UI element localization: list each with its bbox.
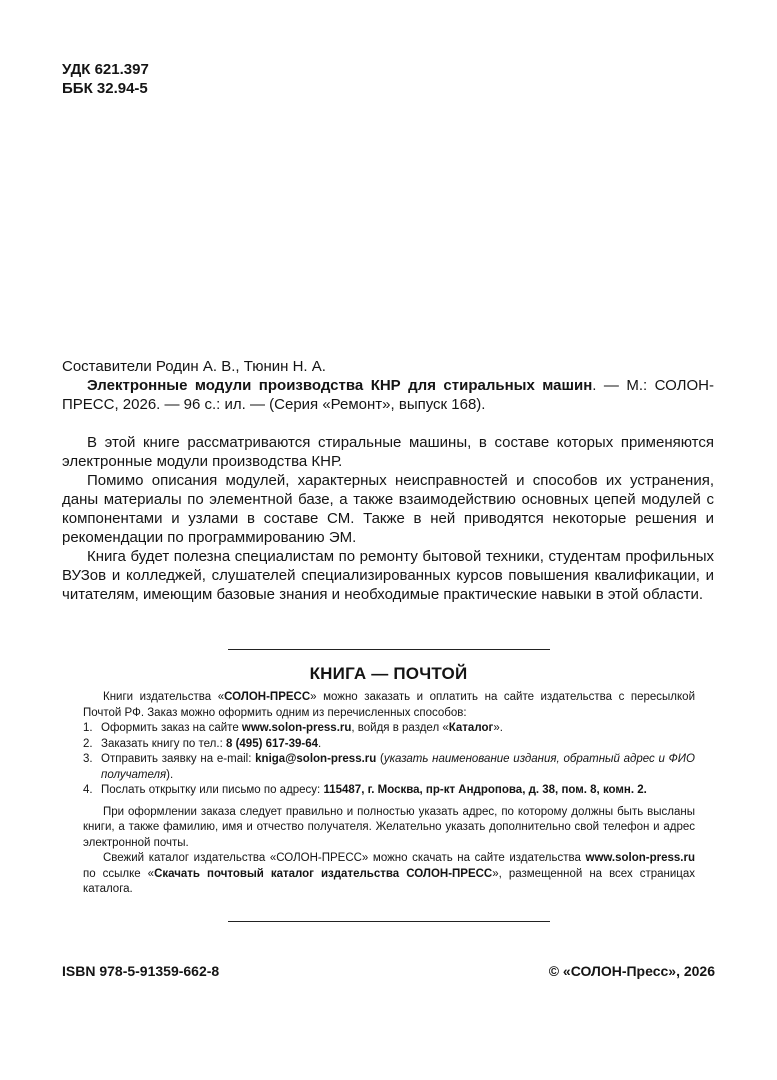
annotation-paragraph: В этой книге рассматриваются стиральные машины, в составе которых применяются электронные модули производства КНР. — [62, 434, 714, 470]
catalog-text: », размещенной на всех страницах каталога. — [83, 867, 696, 895]
site-url: www.solon-press.ru — [241, 722, 352, 734]
order-intro — [83, 690, 695, 721]
list-item — [83, 721, 695, 737]
item-text: Послать открытку или письмо по адресу: — [101, 784, 324, 796]
classification-codes — [62, 60, 149, 98]
item-text: Заказать книгу по тел.: — [101, 737, 226, 750]
divider-bottom — [228, 921, 550, 922]
catalog-note — [83, 851, 695, 898]
intro-text: Книги издательства « — [103, 691, 225, 703]
compilers-line: Составители Родин А. В., Тюнин Н. А. — [62, 358, 326, 375]
email-instructions: указать наименование издания, обратный адрес и ФИО получателя — [101, 753, 695, 781]
annotation-paragraph: Книга будет полезна специалистам по ремонту бытовой техники, студентам профильных ВУЗов и колледжей, слушателей специализированных курсов повышения квалификации, и читателям, имеющим базовые знания и необходимые практические навыки в этой области. — [62, 548, 714, 603]
item-number: 3. — [83, 753, 93, 765]
title-imprint — [62, 376, 714, 414]
item-text: ( — [376, 753, 384, 765]
catalog-text: Свежий каталог издательства «СОЛОН-ПРЕСС» можно скачать на сайте издательства — [103, 852, 586, 864]
item-text: . — [318, 737, 322, 750]
list-item — [83, 783, 695, 799]
site-url: www.solon-press.ru — [585, 852, 695, 864]
divider-top — [228, 649, 550, 650]
catalog-section: Каталог — [448, 722, 494, 734]
phone-number: 8 (495) 617-39-64 — [225, 737, 319, 750]
email-address: kniga@solon-press.ru — [255, 753, 377, 765]
item-text: Оформить заказ на сайте — [101, 722, 242, 734]
intro-text: » можно заказать и оплатить на сайте издательства с пересылкой Почтой РФ. Заказ можно оформить одним из перечисленных способов: — [83, 691, 695, 719]
item-number: 4. — [83, 784, 93, 796]
item-number: 1. — [83, 722, 93, 734]
isbn: ISBN 978-5-91359-662-8 — [62, 963, 220, 979]
list-item — [83, 752, 695, 783]
annotation — [62, 433, 714, 604]
bbk-code: ББК 32.94-5 — [62, 80, 148, 97]
item-number: 2. — [83, 737, 93, 750]
book-title: Электронные модули производства КНР для стиральных машин — [87, 377, 593, 394]
order-heading: КНИГА — ПОЧТОЙ — [309, 664, 468, 683]
order-note: При оформлении заказа следует правильно и полностью указать адрес, по которому должны быть высланы книги, а также фамилию, имя и отчество получателя. Желательно указать дополнительно свой телефон и адрес электронной почты. — [83, 805, 695, 849]
item-text: Отправить заявку на e-mail: — [101, 753, 256, 765]
item-text: ». — [493, 722, 503, 734]
order-methods-list — [83, 721, 695, 799]
annotation-paragraph: Помимо описания модулей, характерных неисправностей и способов их устранения, даны материалы по элементной базе, а также взаимодействию основных цепей модулей с компонентами и узлами в составе СМ. Также в ней приводятся некоторые решения и рекомендации по программированию ЭМ. — [62, 472, 714, 546]
imprint-text: . — М.: СОЛОН-ПРЕСС, 2026. — 96 с.: ил. — (Серия «Ремонт», выпуск 168). — [62, 377, 715, 413]
catalog-link-name: Скачать почтовый каталог издательства СОЛОН-ПРЕСС — [154, 867, 493, 880]
bibliographic-record — [62, 357, 714, 414]
udk-code: УДК 621.397 — [62, 61, 149, 78]
publisher-name: СОЛОН-ПРЕСС — [224, 691, 311, 703]
order-info — [83, 690, 695, 898]
catalog-text: по ссылке « — [83, 867, 155, 880]
postal-address: 115487, г. Москва, пр-кт Андропова, д. 38, пом. 8, комн. 2. — [323, 784, 647, 796]
item-text: , войдя в раздел « — [351, 722, 449, 734]
item-text: ). — [166, 768, 174, 781]
copyright: © «СОЛОН-Пресс», 2026 — [548, 963, 715, 979]
list-item — [83, 737, 695, 753]
